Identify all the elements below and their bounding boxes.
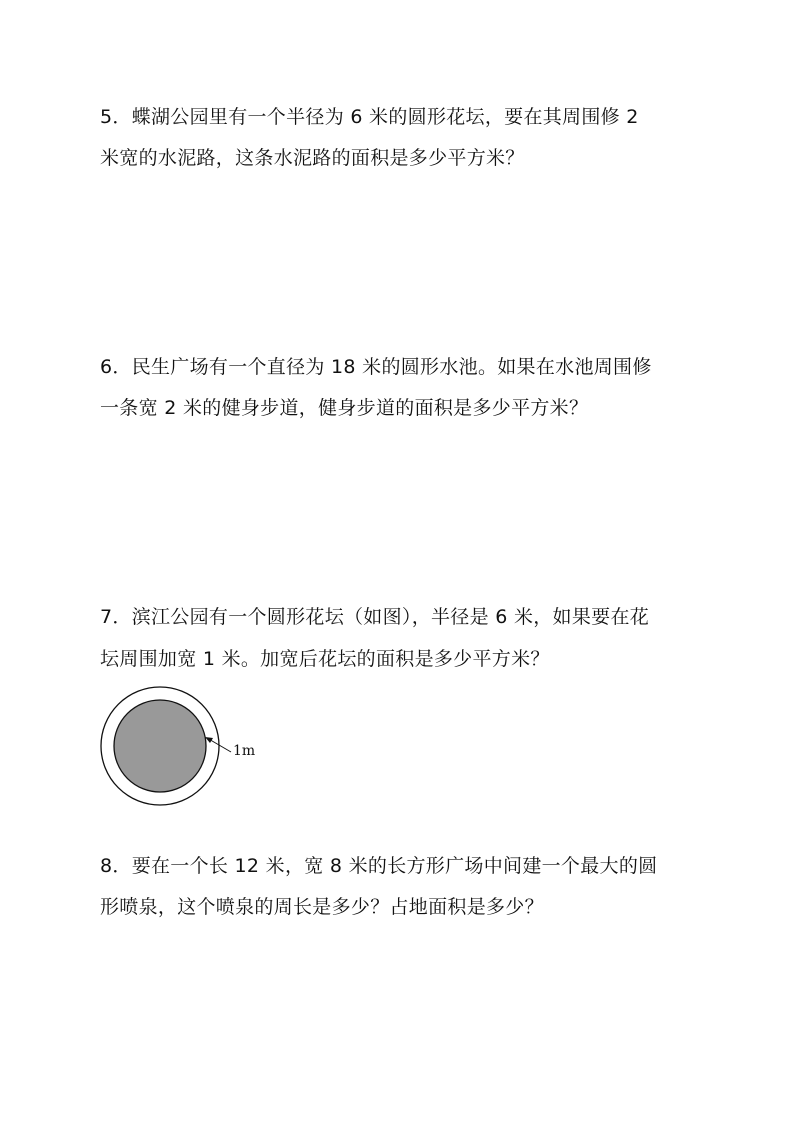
width-label: 1m bbox=[233, 743, 256, 759]
question-8-line-1: 8．要在一个长 12 米，宽 8 米的长方形广场中间建一个最大的圆 bbox=[100, 855, 658, 877]
question-7-line-1: 7．滨江公园有一个圆形花坛（如图），半径是 6 米，如果要在花 bbox=[100, 606, 650, 628]
inner-circle bbox=[114, 700, 206, 792]
question-6-line-2: 一条宽 2 米的健身步道，健身步道的面积是多少平方米？ bbox=[100, 397, 589, 419]
question-7-line-2: 坛周围加宽 1 米。加宽后花坛的面积是多少平方米？ bbox=[100, 648, 550, 670]
question-8-line-2: 形喷泉，这个喷泉的周长是多少？占地面积是多少？ bbox=[100, 896, 544, 918]
concentric-circles-diagram bbox=[96, 686, 276, 806]
question-5-line-2: 米宽的水泥路，这条水泥路的面积是多少平方米？ bbox=[100, 147, 525, 169]
flowerbed-figure bbox=[96, 686, 276, 806]
question-5-line-1: 5．蝶湖公园里有一个半径为 6 米的圆形花坛，要在其周围修 2 bbox=[100, 106, 639, 128]
question-6-line-1: 6．民生广场有一个直径为 18 米的圆形水池。如果在水池周围修 bbox=[100, 356, 652, 378]
